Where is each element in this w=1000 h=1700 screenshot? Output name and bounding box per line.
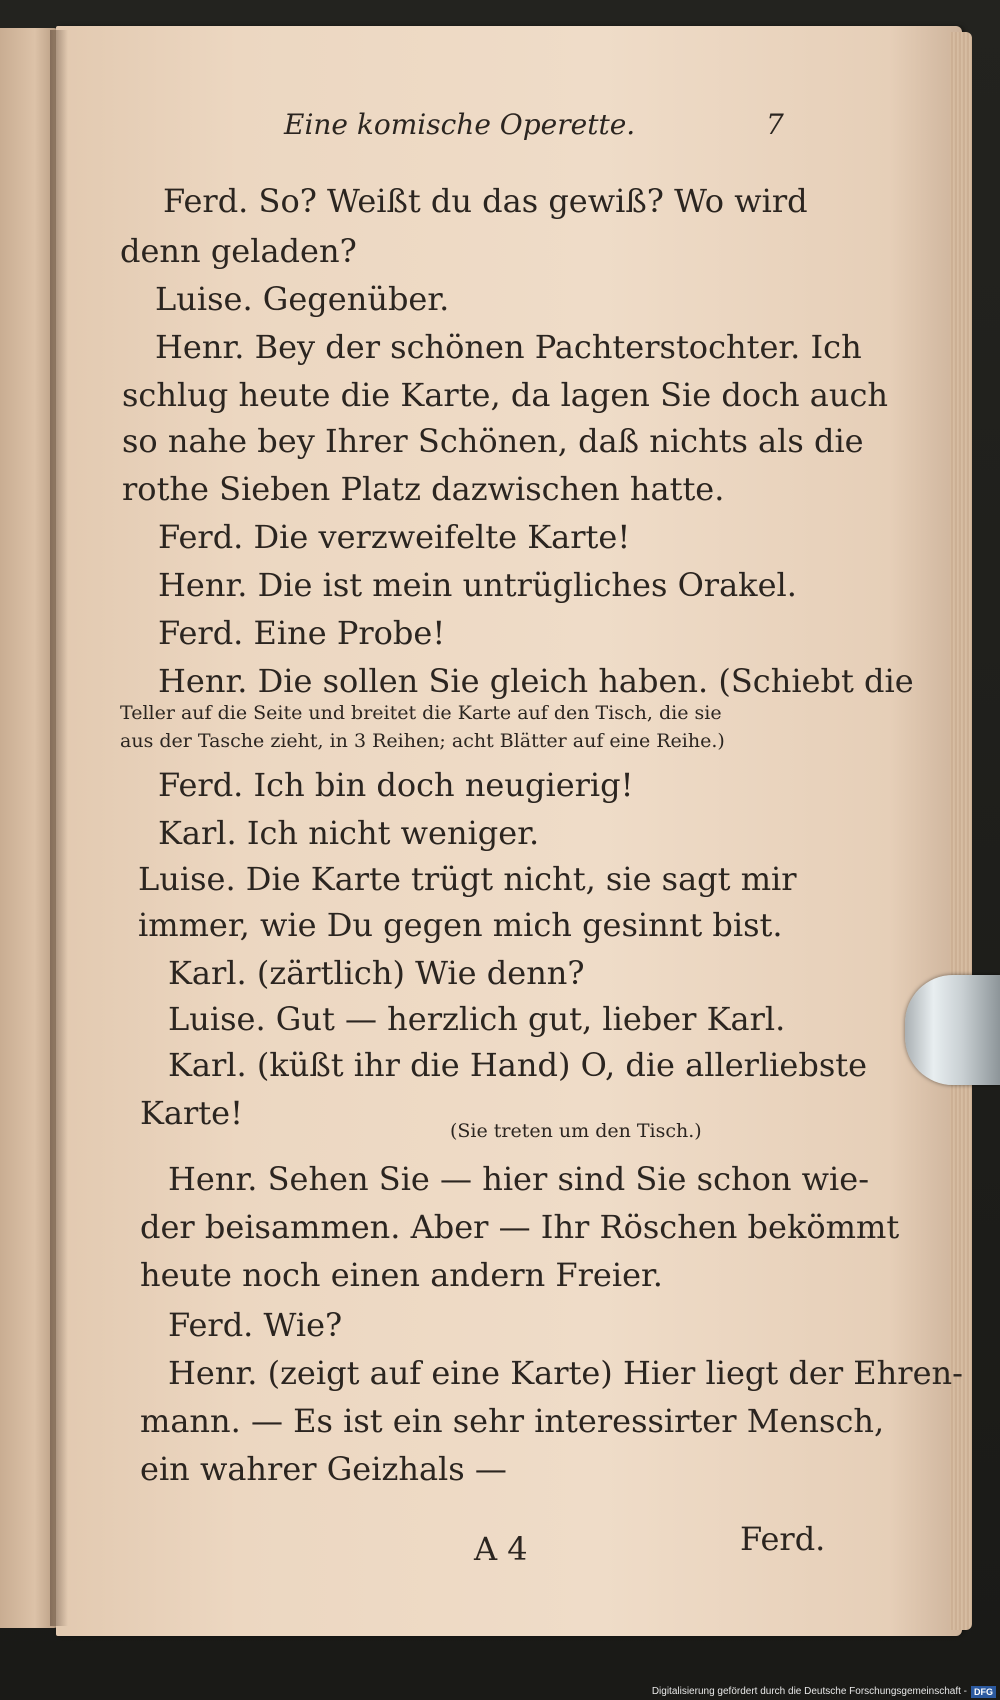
text-line: der beisammen. Aber — Ihr Röschen bekömmt bbox=[140, 1208, 900, 1246]
stage-direction-line: (Sie treten um den Tisch.) bbox=[450, 1120, 702, 1142]
text-line: so nahe bey Ihrer Schönen, daß nichts als die bbox=[122, 422, 864, 460]
text-line: Henr. Sehen Sie — hier sind Sie schon wie- bbox=[168, 1160, 870, 1198]
text-line: Ferd. Wie? bbox=[168, 1306, 343, 1344]
text-line: denn geladen? bbox=[120, 232, 357, 270]
text-line: immer, wie Du gegen mich gesinnt bist. bbox=[138, 906, 783, 944]
catchword: Ferd. bbox=[740, 1520, 826, 1558]
text-line: Karl. (zärtlich) Wie denn? bbox=[168, 954, 585, 992]
text-line: Ferd. Die verzweifelte Karte! bbox=[158, 518, 631, 556]
text-line: Luise. Gut — herzlich gut, lieber Karl. bbox=[168, 1000, 786, 1038]
text-line: Henr. Die sollen Sie gleich haben. (Schiebt die bbox=[158, 662, 914, 700]
text-line: Luise. Die Karte trügt nicht, sie sagt mir bbox=[138, 860, 797, 898]
text-line: ein wahrer Geizhals — bbox=[140, 1450, 507, 1488]
text-line: Ferd. Ich bin doch neugierig! bbox=[158, 766, 634, 804]
signature-mark: A 4 bbox=[474, 1530, 528, 1568]
page-number: 7 bbox=[766, 108, 784, 141]
digitization-credit-bar bbox=[0, 1683, 1000, 1700]
stage-direction-line: Teller auf die Seite und breitet die Karte auf den Tisch, die sie bbox=[120, 702, 722, 724]
dfg-logo: DFG bbox=[971, 1686, 996, 1698]
text-line: rothe Sieben Platz dazwischen hatte. bbox=[122, 470, 725, 508]
text-line: Karte! bbox=[140, 1094, 243, 1132]
text-line: Ferd. Eine Probe! bbox=[158, 614, 446, 652]
text-line: Ferd. So? Weißt du das gewiß? Wo wird bbox=[163, 182, 808, 220]
text-line: schlug heute die Karte, da lagen Sie doch auch bbox=[122, 376, 889, 414]
stage-direction-line: aus der Tasche zieht, in 3 Reihen; acht Blätter auf eine Reihe.) bbox=[120, 730, 725, 752]
running-header: Eine komische Operette. bbox=[284, 108, 636, 141]
text-line: Henr. Die ist mein untrügliches Orakel. bbox=[158, 566, 797, 604]
text-line: Karl. Ich nicht weniger. bbox=[158, 814, 540, 852]
text-line: Luise. Gegenüber. bbox=[155, 280, 450, 318]
text-line: heute noch einen andern Freier. bbox=[140, 1256, 663, 1294]
digitization-credit: Digitalisierung gefördert durch die Deutsche Forschungsgemeinschaft - bbox=[651, 1686, 967, 1697]
text-line: mann. — Es ist ein sehr interessirter Mensch, bbox=[140, 1402, 885, 1440]
text-line: Henr. (zeigt auf eine Karte) Hier liegt der Ehren- bbox=[168, 1354, 963, 1392]
text-line: Henr. Bey der schönen Pachterstochter. Ich bbox=[155, 328, 862, 366]
text-line: Karl. (küßt ihr die Hand) O, die allerliebste bbox=[168, 1046, 868, 1084]
